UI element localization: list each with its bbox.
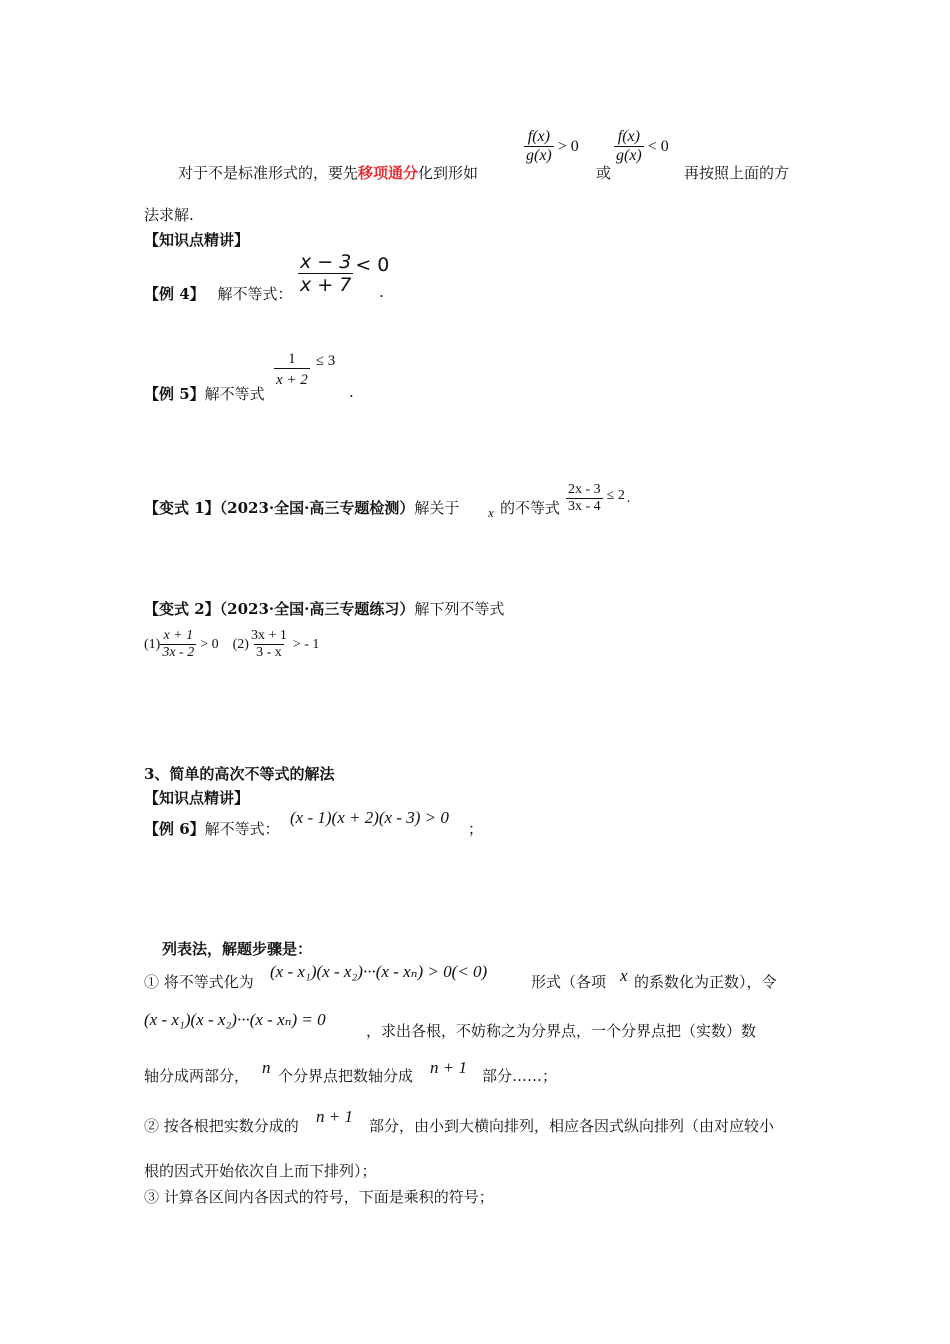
ex5-denominator: x + 2 — [274, 368, 310, 389]
para1-fraction-1 — [524, 128, 579, 165]
ex4-denominator: x + 7 — [300, 274, 352, 296]
method-s1-e: 轴分成两部分， — [144, 1067, 250, 1085]
ex5-end: . — [349, 383, 354, 401]
var2-line — [144, 598, 504, 619]
frac1-denominator: g(x) — [526, 147, 552, 164]
section3-title: 3、简单的高次不等式的解法 — [144, 765, 335, 783]
method-s3: ③ 计算各区间内各因式的符号，下面是乘积的符号； — [144, 1188, 494, 1206]
frac1-relation: > 0 — [557, 137, 579, 155]
ex5-fraction — [274, 351, 335, 389]
para1-or: 或 — [596, 164, 612, 182]
ex6-line — [144, 818, 280, 839]
var1-end: . — [626, 490, 631, 506]
para1-prefix: 对于不是标准形式的，要先 — [178, 164, 359, 182]
para1-fraction-2 — [614, 128, 669, 165]
para1-line2: 法求解. — [144, 206, 194, 224]
ex5-text: 解不等式 — [204, 385, 265, 403]
var2-p2-relation: > - 1 — [292, 636, 320, 652]
method-s1-d: ，求出各根，不妨称之为分界点，一个分界点把（实数）数 — [366, 1022, 757, 1040]
var2-text: 解下列不等式 — [414, 600, 505, 618]
frac1-numerator: f(x) — [527, 128, 550, 145]
ex4-numerator: x − 3 — [300, 251, 352, 273]
method-s1-n: n — [262, 1058, 271, 1077]
method-title: 列表法，解题步骤是： — [162, 940, 313, 958]
method-s1-n1: n + 1 — [430, 1058, 467, 1077]
ex4-fraction — [298, 251, 389, 296]
ex6-text: 解不等式： — [204, 820, 280, 838]
method-s1-expr2: (x - x₁)(x - x₂)···(x - xₙ) = 0 — [144, 1010, 326, 1029]
section-head-2: 【知识点精讲】 — [144, 789, 250, 807]
method-s2-c: 根的因式开始依次自上而下排列）； — [144, 1162, 377, 1180]
var2-p1-denominator: 3x - 2 — [162, 645, 195, 660]
var2-source: （2023·全国·高三专题练习） — [219, 600, 415, 618]
var1-source: （2023·全国·高三专题检测） — [219, 499, 415, 517]
ex5-numerator: 1 — [288, 351, 296, 367]
ex6-label: 【例 6】 — [144, 820, 205, 838]
ex6-end: ； — [468, 820, 484, 838]
var1-fraction — [566, 482, 630, 515]
para1-highlight: 移项通分 — [358, 164, 419, 182]
var1-text2: 的不等式 — [500, 499, 561, 517]
var1-line — [144, 497, 459, 518]
var2-p1-index: (1) — [144, 636, 161, 652]
var2-label: 【变式 2】 — [144, 600, 220, 618]
method-s2-n1: n + 1 — [316, 1107, 353, 1126]
ex6-expression: (x - 1)(x + 2)(x - 3) > 0 — [290, 808, 449, 827]
para1-after: 再按照上面的方 — [684, 164, 790, 182]
var2-p2-index: (2) — [232, 636, 249, 652]
ex4-relation: < 0 — [355, 253, 390, 276]
para1-line1 — [178, 162, 478, 183]
section-head-1: 【知识点精讲】 — [144, 231, 250, 249]
frac2-denominator: g(x) — [616, 147, 642, 164]
var2-p1-numerator: x + 1 — [163, 628, 194, 643]
ex4-end: . — [379, 283, 384, 301]
ex4-text: 解不等式： — [217, 285, 293, 303]
frac2-relation: < 0 — [647, 137, 669, 155]
method-s2-a: ② 按各根把实数分成的 — [144, 1117, 299, 1135]
var1-variable: x — [488, 505, 494, 520]
frac2-numerator: f(x) — [617, 128, 640, 145]
ex4-line — [144, 283, 292, 304]
method-s1-g: 部分……； — [482, 1067, 558, 1085]
var1-relation: ≤ 2 — [606, 487, 625, 503]
para1-suffix: 化到形如 — [418, 164, 479, 182]
ex5-line — [144, 383, 265, 404]
method-s1-var: x — [620, 966, 628, 985]
method-s1-b: 形式（各项 — [531, 973, 607, 991]
ex5-relation: ≤ 3 — [315, 352, 336, 369]
var1-text1: 解关于 — [414, 499, 460, 517]
var1-numerator: 2x - 3 — [568, 482, 601, 497]
method-s1-a: ① 将不等式化为 — [144, 973, 254, 991]
var2-p2-denominator: 3 - x — [256, 645, 282, 660]
var2-problems — [144, 628, 319, 661]
method-s1-c: 的系数化为正数），令 — [634, 973, 777, 991]
ex4-label: 【例 4】 — [144, 285, 205, 303]
var1-label: 【变式 1】 — [144, 499, 220, 517]
ex5-label: 【例 5】 — [144, 385, 205, 403]
method-s1-f: 个分界点把数轴分成 — [278, 1067, 414, 1085]
var2-p2-numerator: 3x + 1 — [250, 628, 287, 643]
var1-denominator: 3x - 4 — [568, 499, 601, 514]
method-s1-expr: (x - x₁)(x - x₂)···(x - xₙ) > 0(< 0) — [270, 962, 488, 981]
var2-p1-relation: > 0 — [200, 636, 219, 652]
method-s2-b: 部分，由小到大横向排列，相应各因式纵向排列（由对应较小 — [369, 1117, 775, 1135]
